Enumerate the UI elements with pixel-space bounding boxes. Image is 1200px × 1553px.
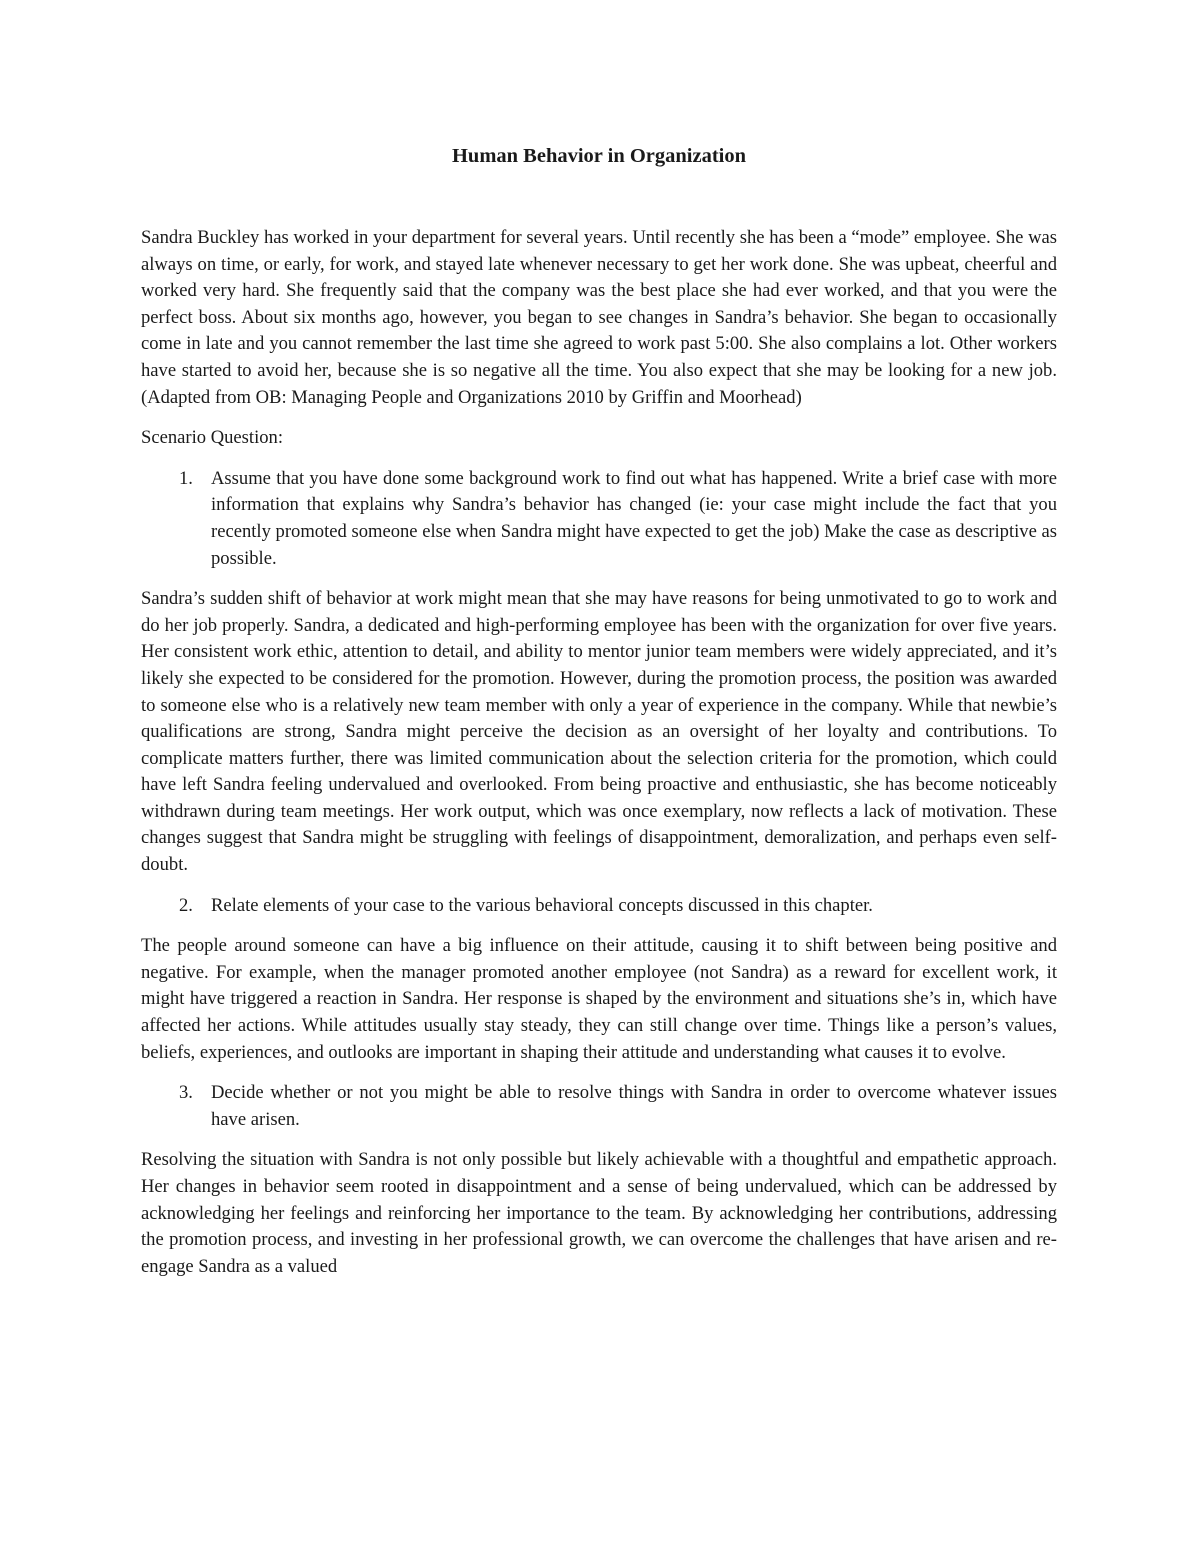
question-3-number: 3.	[179, 1082, 193, 1104]
question-1-text: Assume that you have done some background work to find out what has happened. Write a brief case with more information that explains why Sandra’s behavior has changed (ie: your case might include the fact that you recently promoted someone else when Sandra might have expected to get the job) Make the case as descriptive as possible.	[211, 467, 1057, 569]
scenario-label: Scenario Question:	[141, 427, 284, 449]
question-1	[141, 466, 1057, 572]
question-2-number: 2.	[179, 894, 193, 916]
answer-3: Resolving the situation with Sandra is not only possible but likely achievable with a thoughtful and empathetic approach. Her changes in behavior seem rooted in disappointment and a sense of being undervalued, which can be addressed by acknowledging her feelings and reinforcing her importance to the team. By acknowledging her contributions, addressing the promotion process, and investing in her professional growth, we can overcome the challenges that have arisen and re-engage Sandra as a valued	[141, 1149, 1057, 1277]
question-1-number: 1.	[179, 467, 193, 489]
question-2-text: Relate elements of your case to the various behavioral concepts discussed in this chapter.	[211, 894, 873, 916]
answer-1: Sandra’s sudden shift of behavior at work might mean that she may have reasons for being unmotivated to go to work and do her job properly. Sandra, a dedicated and high-performing employee has been with the organization for over five years. Her consistent work ethic, attention to detail, and ability to mentor junior team members were widely appreciated, and it’s likely she expected to be considered for the promotion. However, during the promotion process, the position was awarded to someone else who is a relatively new team member with only a year of experience in the company. While that newbie’s qualifications are strong, Sandra might perceive the decision as an oversight of her loyalty and contributions. To complicate matters further, there was limited communication about the selection criteria for the promotion, which could have left Sandra feeling undervalued and overlooked. From being proactive and enthusiastic, she has become noticeably withdrawn during team meetings. Her work output, which was once exemplary, now reflects a lack of motivation. These changes suggest that Sandra might be struggling with feelings of disappointment, demoralization, and perhaps even self-doubt.	[141, 588, 1057, 876]
document-body	[141, 142, 1057, 1294]
intro-paragraph: Sandra Buckley has worked in your department for several years. Until recently she has been a “mode” employee. She was always on time, or early, for work, and stayed late whenever necessary to get her work done. She was upbeat, cheerful and worked very hard. She frequently said that the company was the best place she had ever worked, and that you were the perfect boss. About six months ago, however, you began to see changes in Sandra’s behavior. She began to occasionally come in late and you cannot remember the last time she agreed to work past 5:00. She also complains a lot. Other workers have started to avoid her, because she is so negative all the time. You also expect that she may be looking for a new job. (Adapted from OB: Managing People and Organizations 2010 by Griffin and Moorhead)	[141, 227, 1057, 408]
question-2	[141, 893, 1057, 920]
question-3-text: Decide whether or not you might be able to resolve things with Sandra in order to overcome whatever issues have arisen.	[211, 1082, 1057, 1130]
question-3	[141, 1080, 1057, 1133]
answer-2: The people around someone can have a big influence on their attitude, causing it to shift between being positive and negative. For example, when the manager promoted another employee (not Sandra) as a reward for excellent work, it might have triggered a reaction in Sandra. Her response is shaped by the environment and situations she’s in, which have affected her actions. While attitudes usually stay steady, they can still change over time. Things like a person’s values, beliefs, experiences, and outlooks are important in shaping their attitude and understanding what causes it to evolve.	[141, 935, 1057, 1063]
document-title: Human Behavior in Organization	[451, 145, 747, 167]
